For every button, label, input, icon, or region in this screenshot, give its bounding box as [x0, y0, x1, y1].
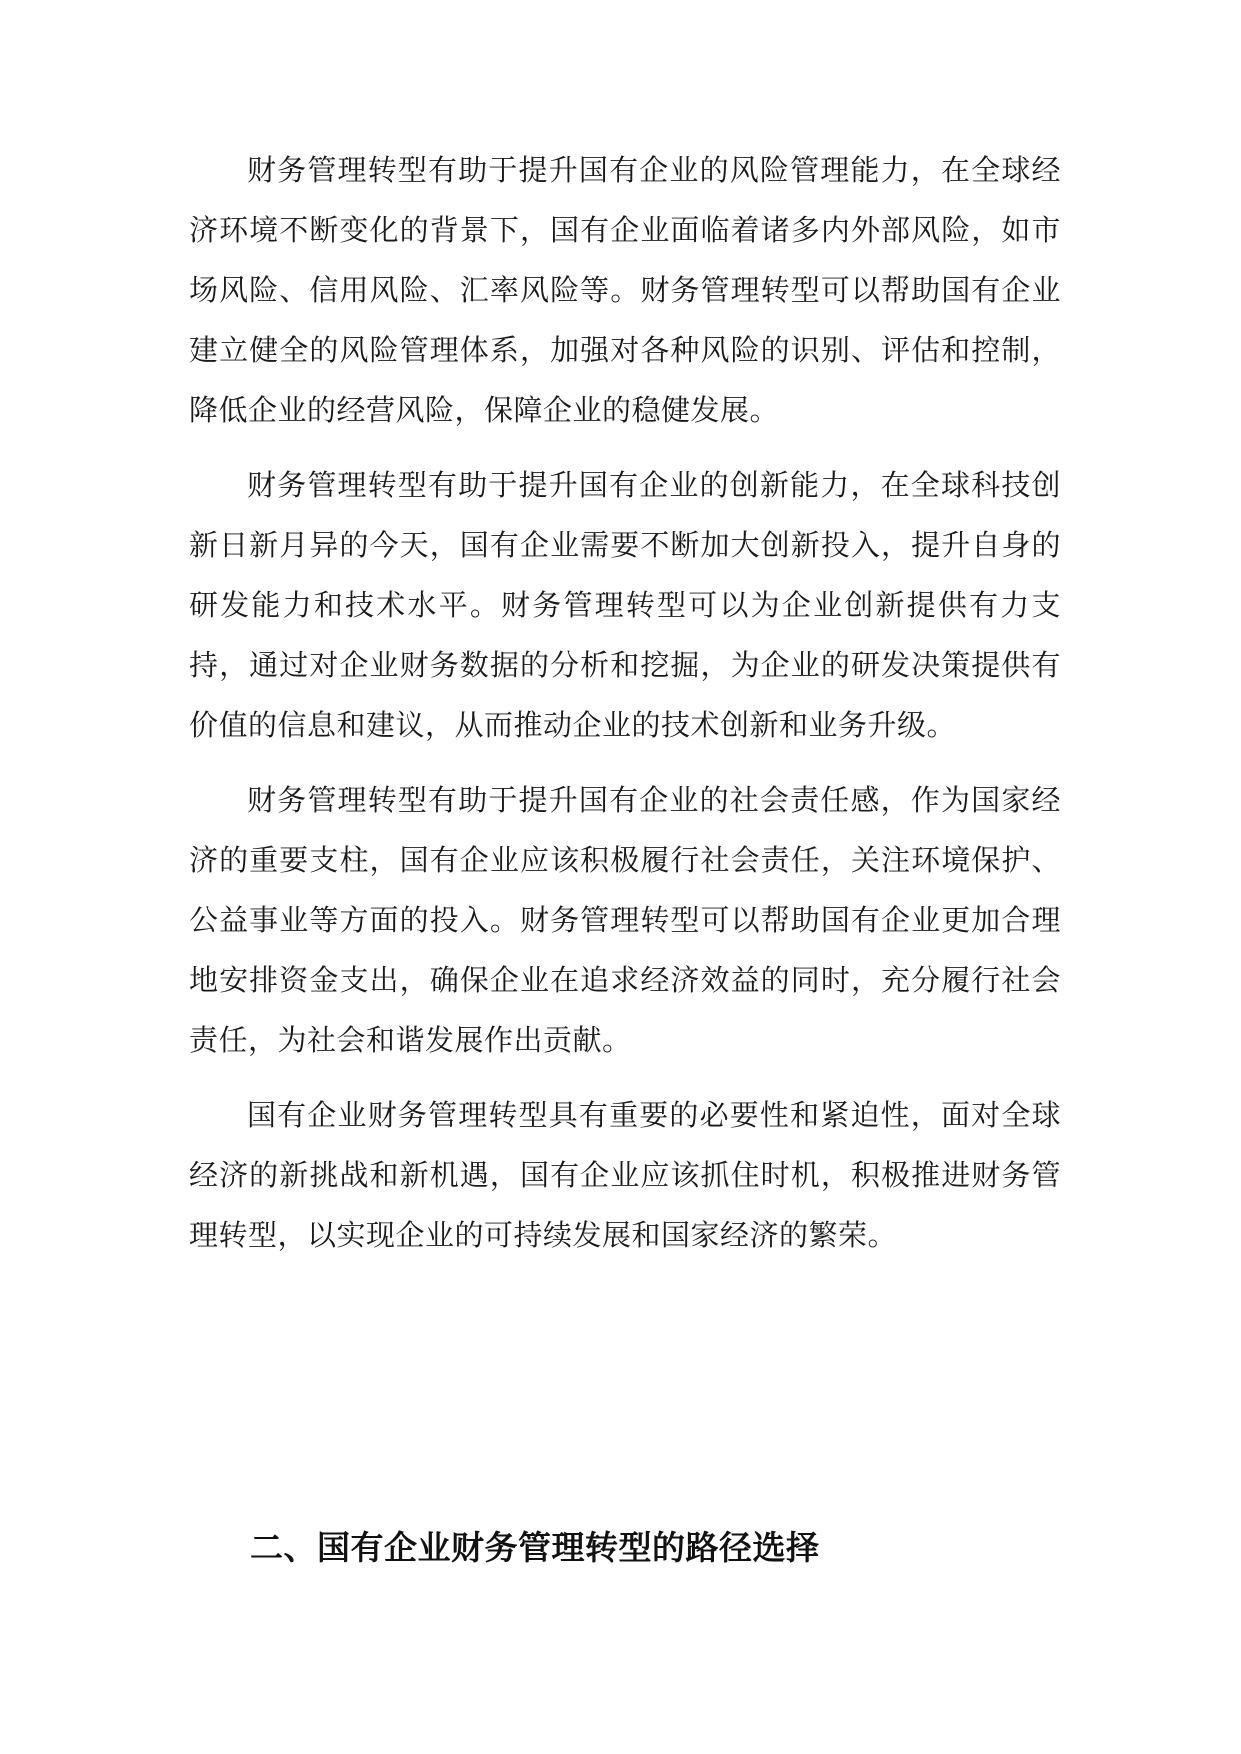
- paragraph-risk-management: 财务管理转型有助于提升国有企业的风险管理能力，在全球经济环境不断变化的背景下，国有企业面临着诸多内外部风险，如市场风险、信用风险、汇率风险等。财务管理转型可以帮助国有企业建立健全的风险管理体系，加强对各种风险的识别、评估和控制，降低企业的经营风险，保障企业的稳健发展。: [189, 153, 1061, 427]
- document-body: [189, 140, 1061, 1280]
- paragraph-conclusion: 国有企业财务管理转型具有重要的必要性和紧迫性，面对全球经济的新挑战和新机遇，国有企业应该抓住时机，积极推进财务管理转型，以实现企业的可持续发展和国家经济的繁荣。: [189, 1098, 1061, 1252]
- paragraph-social-responsibility: 财务管理转型有助于提升国有企业的社会责任感，作为国家经济的重要支柱，国有企业应该积极履行社会责任，关注环境保护、公益事业等方面的投入。财务管理转型可以帮助国有企业更加合理地安排资金支出，确保企业在追求经济效益的同时，充分履行社会责任，为社会和谐发展作出贡献。: [189, 783, 1061, 1057]
- section-heading: 二、国有企业财务管理转型的路径选择: [250, 1528, 820, 1567]
- paragraph-innovation: 财务管理转型有助于提升国有企业的创新能力，在全球科技创新日新月异的今天，国有企业需要不断加大创新投入，提升自身的研发能力和技术水平。财务管理转型可以为企业创新提供有力支持，通过对企业财务数据的分析和挖掘，为企业的研发决策提供有价值的信息和建议，从而推动企业的技术创新和业务升级。: [189, 468, 1061, 742]
